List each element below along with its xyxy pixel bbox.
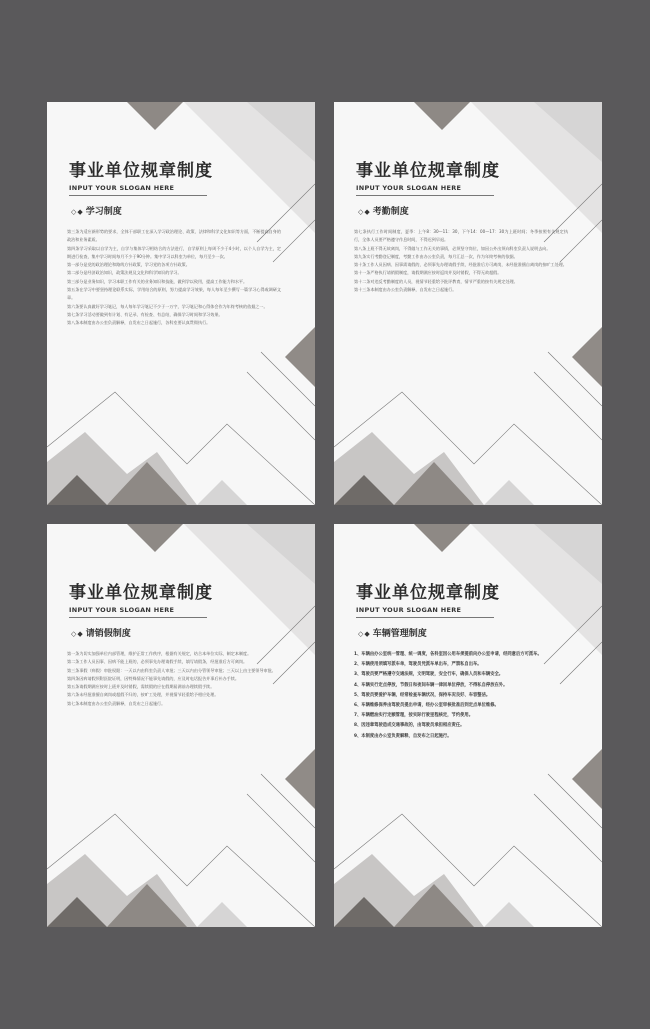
paragraph: 3、驾驶员要严格遵守交通法规，文明驾驶，安全行车，确保人员和车辆安全。 bbox=[354, 672, 504, 678]
poster-title: 事业单位规章制度 bbox=[356, 583, 500, 603]
paragraph: 第七条执行工作时间制度，夏季：上午8：30—11：30，下午14：00—17：30为上班时间；冬季按照有关规定执行，全体人员要严格遵守作息时间，不得迟到早退。 bbox=[354, 229, 568, 243]
paragraph: 第七条学习活动要做到有计划、有记录、有检查、有总结，确保学习时间和学习效果。 bbox=[67, 311, 223, 317]
section-title: 考勤制度 bbox=[372, 207, 409, 217]
poster-title: 事业单位规章制度 bbox=[69, 583, 213, 603]
paragraph: 1、车辆由办公室统一管理、统一调度，各科室因公用车须提前向办公室申请，经同意后方可派车。 bbox=[354, 652, 542, 657]
body-text bbox=[67, 650, 281, 708]
paragraph: 4、车辆实行定点停放，节假日和夜间车辆一律回单位停放，不得私自停放在外。 bbox=[354, 682, 508, 688]
paragraph: 6、车辆维修保养由驾驶员提出申请，经办公室审核批准后到定点单位维修。 bbox=[354, 703, 499, 709]
body-text bbox=[354, 650, 568, 742]
section-title: 请销假制度 bbox=[85, 629, 131, 639]
diamond-icon: ◇◆ bbox=[71, 629, 84, 638]
slogan: INPUT YOUR SLOGAN HERE bbox=[356, 606, 462, 614]
paragraph: 第十条工作人员因病、因事需请假的，必须事先办理请假手续，经批准后方可离岗，未经批准擅自离岗的按旷工处理。 bbox=[354, 262, 567, 268]
divider bbox=[69, 617, 207, 618]
paragraph: 第三条为适应新形势的要求，全体干部职工在深入学习政治理论、政策、法律和科学文化知识等方面，不断提高自身的政治和业务素质。 bbox=[67, 229, 281, 243]
paragraph: 第十一条严格执行请销假制度，请假期满应按时返岗并及时销假，不得无故超假。 bbox=[354, 270, 502, 276]
slogan: INPUT YOUR SLOGAN HERE bbox=[69, 606, 175, 614]
paragraph: 8、因违章驾驶造成交通事故的，由驾驶员承担相应责任。 bbox=[354, 723, 465, 729]
poster-title: 事业单位规章制度 bbox=[356, 161, 500, 181]
paragraph: 第八条上班不得无故离岗，不得做与工作无关的事情，必须坚守岗位，如因公外出须向科室负责人说明去向。 bbox=[354, 245, 551, 251]
poster-attendance-rules bbox=[334, 102, 602, 505]
divider bbox=[356, 617, 494, 618]
paragraph: 第五条在学习中要坚持理论联系实际，学用结合的原则，努力提高学习效果，每人每年至少撰写一篇学习心得或调研文章。 bbox=[67, 287, 281, 301]
paragraph: 第一部分是党的政治理论和路线方针政策，学习党的各项方针政策。 bbox=[67, 262, 190, 268]
diamond-icon: ◇◆ bbox=[358, 207, 371, 216]
diamond-icon: ◇◆ bbox=[71, 207, 84, 216]
section-heading bbox=[71, 204, 122, 217]
section-heading bbox=[358, 626, 427, 639]
paragraph: 第七条本制度由办公室负责解释，自发布之日起施行。 bbox=[67, 700, 166, 706]
diamond-icon: ◇◆ bbox=[358, 629, 371, 638]
poster-vehicle-rules bbox=[334, 524, 602, 927]
section-heading bbox=[71, 626, 131, 639]
slogan: INPUT YOUR SLOGAN HERE bbox=[69, 184, 175, 192]
poster-leave-rules bbox=[47, 524, 315, 927]
section-heading bbox=[358, 204, 409, 217]
poster-study-rules bbox=[47, 102, 315, 505]
section-title: 学习制度 bbox=[85, 207, 122, 217]
paragraph: 第六条要认真做好学习笔记，每人每年学习笔记不少于一万字，学习笔记和心得体会作为年终考核的依据之一。 bbox=[67, 303, 268, 309]
paragraph: 第六条未经批准擅自离岗或超假不归的，按旷工处理，并视情节轻重给予相应处理。 bbox=[67, 692, 219, 698]
paragraph: 第二部分是经济政治知识，政策法规及文化和科学知识的学习。 bbox=[67, 270, 182, 276]
divider bbox=[69, 195, 207, 196]
paragraph: 第十二条对违反考勤制度的人员，视情节轻重给予批评教育，情节严重的按有关规定处理。 bbox=[354, 278, 518, 284]
divider bbox=[356, 195, 494, 196]
paragraph: 第二条工作人员因事、因病不能上班的，必须事先办理请假手续，填写请假条，经批准后方可离岗。 bbox=[67, 659, 248, 665]
poster-title: 事业单位规章制度 bbox=[69, 161, 213, 181]
paragraph: 第三条事假（病假）审批权限：一天以内由科室负责人审批；三天以内由分管领导审批；三天以上由主要领导审批。 bbox=[67, 667, 276, 673]
paragraph: 9、本制度由办公室负责解释，自发布之日起施行。 bbox=[354, 733, 452, 739]
slogan: INPUT YOUR SLOGAN HERE bbox=[356, 184, 462, 192]
paragraph: 第八条本制度由办公室负责解释，自发布之日起施行，各科室要认真贯彻执行。 bbox=[67, 320, 211, 326]
paragraph: 7、车辆燃油实行定额管理，按实际行驶里程核定，节约使用。 bbox=[354, 713, 474, 719]
paragraph: 5、驾驶员要爱护车辆，经常检查车辆状况，保持车况良好、车容整洁。 bbox=[354, 692, 491, 698]
body-text bbox=[354, 228, 568, 294]
paragraph: 第十三条本制度由办公室负责解释，自发布之日起施行。 bbox=[354, 287, 457, 293]
paragraph: 第五条请假期满应按时上班并及时销假，需续假的应在假期届满前办理续假手续。 bbox=[67, 684, 215, 690]
paragraph: 第四条学习采取以自学为主，自学与集体学习相结合的方法进行，自学原则上每周不少于4小时，以个人自学为主，定期进行检查，集中学习时间每月不少于90分钟。集中学习以科室为单位，每月至少一次。 bbox=[67, 245, 281, 259]
paragraph: 第三部分是业务知识，学习本职工作有关的业务知识和技能，做到学以致用，提高工作能力和水平。 bbox=[67, 278, 248, 284]
body-text bbox=[67, 228, 281, 328]
paragraph: 第九条实行考勤登记制度，考勤工作由办公室负责，每月汇总一次，作为年终考核的依据。 bbox=[354, 253, 518, 259]
paragraph: 第四条因病请假须附医院证明，因特殊情况不能事先请假的，应及时电话报告并事后补办手续。 bbox=[67, 675, 239, 681]
section-title: 车辆管理制度 bbox=[372, 629, 427, 639]
paragraph: 2、车辆使用须填写派车单，驾驶员凭派车单出车，严禁私自出车。 bbox=[354, 662, 482, 668]
paragraph: 第一条为切实加强单位内部管理，维护正常工作秩序，根据有关规定，结合本单位实际，制定本制度。 bbox=[67, 651, 252, 656]
